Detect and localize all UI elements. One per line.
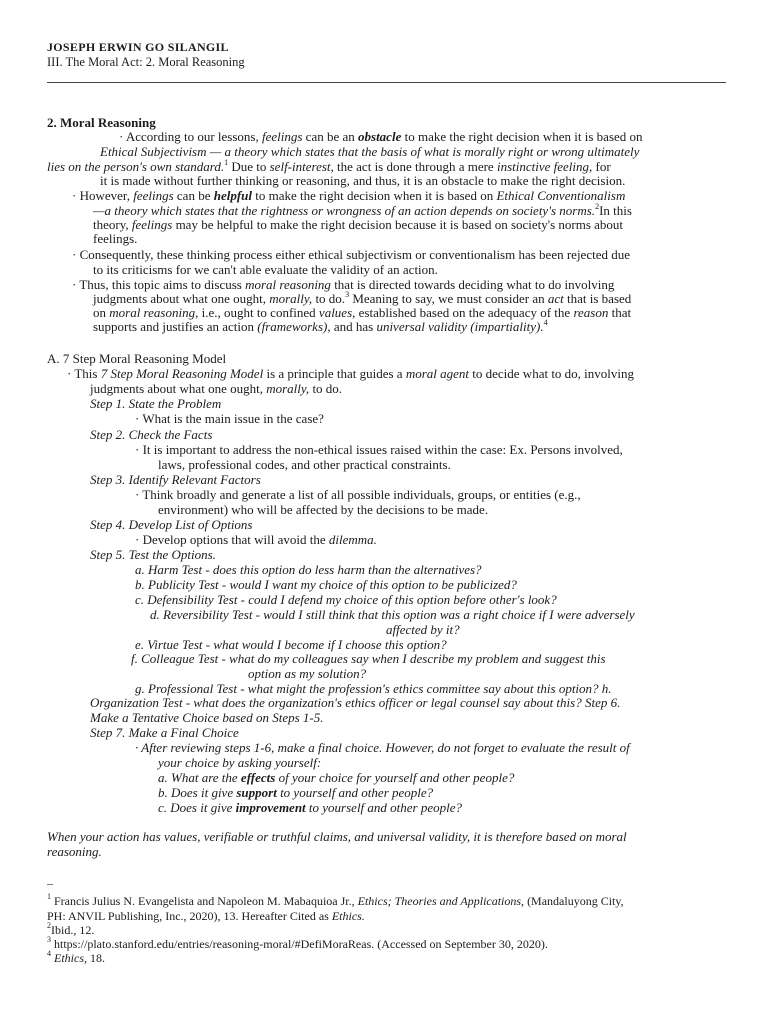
- section-heading: 2. Moral Reasoning: [47, 115, 156, 130]
- step4-item: · Develop options that will avoid the dilemma.: [135, 532, 377, 547]
- footnote-2: $^2$Ibid., 12.: [47, 921, 95, 937]
- author-name: JOSEPH ERWIN GO SILANGIL: [47, 40, 229, 54]
- test-organization: Organization Test - what does the organization's ethics officer or legal counsel say about this? Step 6.: [90, 695, 621, 710]
- footnote-separator: –: [47, 876, 53, 890]
- test-colleague-line2: option as my solution?: [248, 666, 367, 681]
- test-publicity: b. Publicity Test - would I want my choice of this option to be publicized?: [135, 577, 517, 592]
- test-colleague-line1: f. Colleague Test - what do my colleagues say when I describe my problem and suggest this: [131, 651, 606, 666]
- step5-title: Step 5. Test the Options.: [90, 547, 216, 562]
- para1-line4: it is made without further thinking or reasoning, and thus, it is an obstacle to make the right decision.: [100, 173, 626, 188]
- footnote-3: $^3$ https://plato.stanford.edu/entries/reasoning-moral/#DefiMoraReas. (Accessed on September 30, 2020).: [47, 935, 548, 951]
- step3-line1: · Think broadly and generate a list of all possible individuals, groups, or entities (e.g.,: [135, 487, 581, 502]
- model-intro-line1: · This 7 Step Moral Reasoning Model is a principle that guides a moral agent to decide what to do, involving: [67, 366, 635, 381]
- test-reversibility-line2: affected by it?: [386, 622, 460, 637]
- para2-line2: —a theory which states that the rightness or wrongness of an action depends on society's norms.$^2$In this: [93, 201, 632, 218]
- step3-title: Step 3. Identify Relevant Factors: [90, 472, 261, 487]
- footnote-1: $^1$ Francis Julius N. Evangelista and Napoleon M. Mabaquioa Jr., Ethics; Theories and Applications, (Mandaluyong City,: [47, 892, 624, 908]
- step3-line2: environment) who will be affected by the decisions to be made.: [158, 502, 489, 517]
- step7-title: Step 7. Make a Final Choice: [90, 725, 239, 740]
- para2-line4: feelings.: [93, 231, 138, 246]
- para2-line3: theory, feelings may be helpful to make the right decision because it is based on society's norms about: [93, 217, 624, 232]
- test-professional: g. Professional Test - what might the profession's ethics committee say about this option? h.: [135, 681, 612, 696]
- model-intro-line2: judgments about what one ought, morally, to do.: [90, 381, 343, 396]
- step2-line2: laws, professional codes, and other practical constraints.: [158, 457, 451, 472]
- document-subtitle: III. The Moral Act: 2. Moral Reasoning: [47, 55, 245, 69]
- header-divider: [47, 82, 726, 83]
- para3-line1: · Consequently, these thinking process either ethical subjectivism or conventionalism has been rejected due: [72, 247, 630, 262]
- conclusion-line2: reasoning.: [47, 844, 102, 859]
- step1-item: · What is the main issue in the case?: [135, 411, 324, 426]
- para4-line3: on moral reasoning, i.e., ought to confined values, established based on the adequacy of the reason that: [93, 305, 632, 320]
- test-reversibility-line1: d. Reversibility Test - would I still think that this option was a right choice if I were adversely: [150, 607, 635, 622]
- para4-line1: · Thus, this topic aims to discuss moral reasoning that is directed towards deciding what to do involving: [72, 277, 615, 292]
- para1-line2: Ethical Subjectivism — a theory which states that the basis of what is morally right or wrong ultimately: [100, 144, 640, 159]
- footnote-1-line2: PH: ANVIL Publishing, Inc., 2020), 13. Hereafter Cited as Ethics.: [47, 909, 365, 923]
- test-virtue: e. Virtue Test - what would I become if I choose this option?: [135, 637, 447, 652]
- step4-title: Step 4. Develop List of Options: [90, 517, 253, 532]
- step1-title: Step 1. State the Problem: [90, 396, 222, 411]
- conclusion-line1: When your action has values, verifiable or truthful claims, and universal validity, it is therefore based on moral: [47, 829, 627, 844]
- para4-line4: supports and justifies an action (frameworks), and has universal validity (impartiality).$^4$: [93, 317, 548, 334]
- para1-line1: · According to our lessons, feelings can be an obstacle to make the right decision when it is based on: [119, 129, 643, 144]
- question-improvement: c. Does it give improvement to yourself and other people?: [158, 800, 463, 815]
- step7-line1: · After reviewing steps 1-6, make a final choice. However, do not forget to evaluate the result of: [135, 740, 630, 755]
- step7-line2: your choice by asking yourself:: [158, 755, 322, 770]
- question-support: b. Does it give support to yourself and other people?: [158, 785, 434, 800]
- para2-line1: · However, feelings can be helpful to make the right decision when it is based on Ethical Conventionalism: [72, 188, 626, 203]
- test-defensibility: c. Defensibility Test - could I defend my choice of this option before other's look?: [135, 592, 557, 607]
- para3-line2: to its criticisms for we can't able evaluate the validity of an action.: [93, 262, 438, 277]
- para4-line2: judgments about what one ought, morally, to do.$^3$ Meaning to say, we must consider an act that is based: [93, 289, 632, 306]
- question-effects: a. What are the effects of your choice for yourself and other people?: [158, 770, 515, 785]
- model-heading: A. 7 Step Moral Reasoning Model: [47, 351, 227, 366]
- para1-line3: lies on the person's own standard.$^1$ Due to self-interest, the act is done through a mere instinctive feeling, for: [47, 157, 611, 174]
- step6-title: Make a Tentative Choice based on Steps 1-5.: [90, 710, 324, 725]
- step2-line1: · It is important to address the non-ethical issues raised within the case: Ex. Persons involved,: [135, 442, 623, 457]
- step2-title: Step 2. Check the Facts: [90, 427, 213, 442]
- footnote-4: $^4$ Ethics, 18.: [47, 949, 105, 965]
- test-harm: a. Harm Test - does this option do less harm than the alternatives?: [135, 562, 482, 577]
